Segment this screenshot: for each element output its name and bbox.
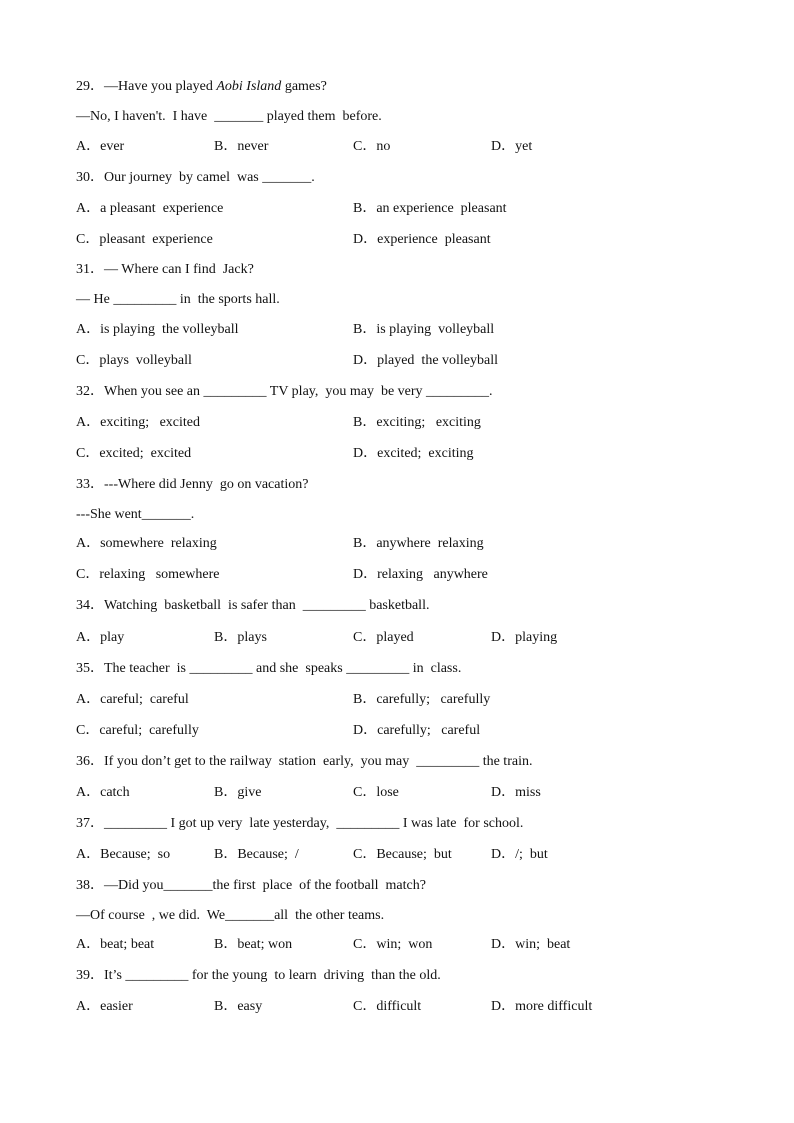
question-37-stem: 37．_________ I got up very late yesterday, _________ I was late for school. bbox=[76, 816, 524, 831]
option-b: B．carefully; carefully bbox=[353, 692, 491, 707]
question-29-stem: 29．—Have you played Aobi Island games? bbox=[76, 79, 327, 94]
question-32-stem: 32．When you see an _________ TV play, you may be very _________. bbox=[76, 384, 493, 399]
option-d: D．excited; exciting bbox=[353, 446, 474, 461]
question-38-stem: 38．—Did you_______the first place of the football match? bbox=[76, 878, 426, 893]
option-a: A．Because; so bbox=[76, 847, 171, 862]
option-b: B．Because; / bbox=[214, 847, 299, 862]
option-d: D．more difficult bbox=[491, 999, 593, 1014]
question-30-stem: 30．Our journey by camel was _______. bbox=[76, 170, 315, 185]
option-a: A．exciting; excited bbox=[76, 415, 201, 430]
option-c: C．plays volleyball bbox=[76, 353, 192, 368]
option-d: D．playing bbox=[491, 630, 558, 645]
option-c: C．excited; excited bbox=[76, 446, 192, 461]
option-b: B．exciting; exciting bbox=[353, 415, 481, 430]
option-b: B．give bbox=[214, 785, 262, 800]
option-b: B．plays bbox=[214, 630, 267, 645]
question-39-stem: 39．It’s _________ for the young to learn driving than the old. bbox=[76, 968, 441, 983]
question-34-stem: 34．Watching basketball is safer than _________ basketball. bbox=[76, 598, 430, 613]
option-d: D．yet bbox=[491, 139, 533, 154]
option-c: C．pleasant experience bbox=[76, 232, 213, 247]
question-33-response: ---She went_______. bbox=[76, 507, 195, 522]
option-a: A．somewhere relaxing bbox=[76, 536, 217, 551]
option-c: C．careful; carefully bbox=[76, 723, 199, 738]
option-b: B．beat; won bbox=[214, 937, 293, 952]
option-b: B．never bbox=[214, 139, 269, 154]
option-d: D．carefully; careful bbox=[353, 723, 481, 738]
option-c: C．relaxing somewhere bbox=[76, 567, 220, 582]
question-35-stem: 35．The teacher is _________ and she speaks _________ in class. bbox=[76, 661, 462, 676]
option-a: A．a pleasant experience bbox=[76, 201, 224, 216]
option-a: A．ever bbox=[76, 139, 125, 154]
option-c: C．Because; but bbox=[353, 847, 452, 862]
question-33-stem: 33．---Where did Jenny go on vacation? bbox=[76, 477, 309, 492]
option-c: C．lose bbox=[353, 785, 399, 800]
question-31-stem: 31．— Where can I find Jack? bbox=[76, 262, 254, 277]
option-b: B．anywhere relaxing bbox=[353, 536, 484, 551]
option-c: C．no bbox=[353, 139, 391, 154]
option-a: A．beat; beat bbox=[76, 937, 155, 952]
option-a: A．careful; careful bbox=[76, 692, 189, 707]
question-29-response: —No, I haven't. I have _______ played them before. bbox=[76, 109, 382, 124]
option-a: A．easier bbox=[76, 999, 133, 1014]
option-a: A．catch bbox=[76, 785, 130, 800]
option-c: C．played bbox=[353, 630, 414, 645]
option-b: B．easy bbox=[214, 999, 263, 1014]
option-c: C．win; won bbox=[353, 937, 433, 952]
option-b: B．is playing volleyball bbox=[353, 322, 495, 337]
option-c: C．difficult bbox=[353, 999, 422, 1014]
option-a: A．play bbox=[76, 630, 125, 645]
option-d: D．/; but bbox=[491, 847, 548, 862]
option-d: D．win; beat bbox=[491, 937, 571, 952]
question-38-response: —Of course , we did. We_______all the other teams. bbox=[76, 908, 385, 923]
option-d: D．experience pleasant bbox=[353, 232, 491, 247]
option-d: D．played the volleyball bbox=[353, 353, 499, 368]
option-d: D．relaxing anywhere bbox=[353, 567, 488, 582]
option-d: D．miss bbox=[491, 785, 541, 800]
option-b: B．an experience pleasant bbox=[353, 201, 507, 216]
option-a: A．is playing the volleyball bbox=[76, 322, 239, 337]
question-31-response: — He _________ in the sports hall. bbox=[76, 292, 280, 307]
question-36-stem: 36．If you don’t get to the railway station early, you may _________ the train. bbox=[76, 754, 533, 769]
